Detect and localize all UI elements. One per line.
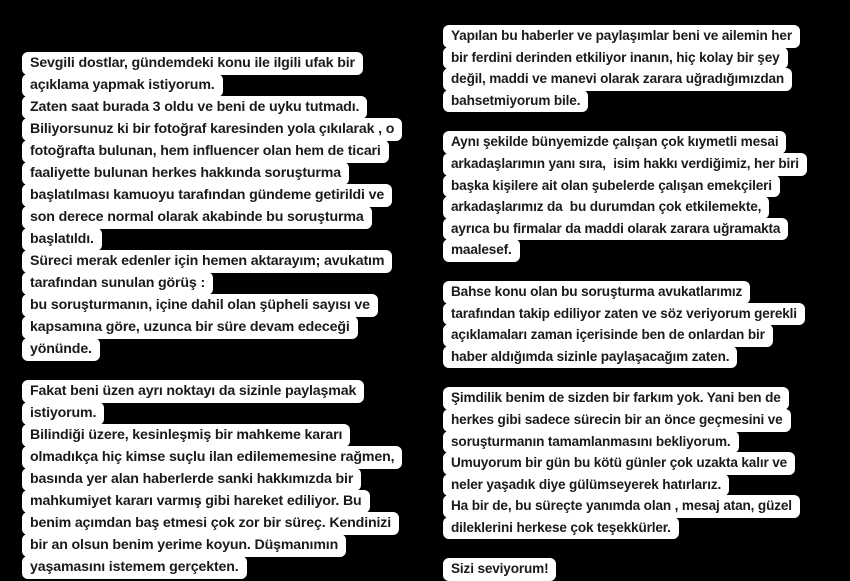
text-line: tarafından takip ediliyor zaten ve söz veriyorum gerekli xyxy=(443,303,805,326)
text-line: Umuyorum bir gün bu kötü günler çok uzakta kalır ve xyxy=(443,452,795,475)
text-block xyxy=(22,380,425,579)
text-line: Bilindiği üzere, kesinleşmiş bir mahkeme kararı xyxy=(22,424,350,447)
text-line: başlatıldı. xyxy=(22,228,102,251)
text-line: olmadıkça hiç kimse suçlu ilan edilememesine rağmen, xyxy=(22,446,402,469)
text-line: haber aldığımda sizinle paylaşacağım zaten. xyxy=(443,346,737,369)
text-line: bir ferdini derinden etkiliyor inanın, hiç kolay bir şey xyxy=(443,47,788,70)
text-block xyxy=(443,558,850,581)
text-line: faaliyette bulunan herkes hakkında soruşturma xyxy=(22,162,349,185)
text-line: ayrıca bu firmalar da maddi olarak zarara uğramakta xyxy=(443,218,788,241)
text-line: yaşamasını istemem gerçekten. xyxy=(22,556,247,579)
text-line: tarafından sunulan görüş : xyxy=(22,272,213,295)
text-line: basında yer alan haberlerde sanki hakkımızda bir xyxy=(22,468,361,491)
text-line: Şimdilik benim de sizden bir farkım yok. Yani ben de xyxy=(443,387,789,410)
text-line: fotoğrafta bulunan, hem influencer olan hem de ticari xyxy=(22,140,389,163)
text-line: Bahse konu olan bu soruşturma avukatlarımız xyxy=(443,281,750,304)
text-line: bu soruşturmanın, içine dahil olan şüpheli sayısı ve xyxy=(22,294,378,317)
text-line: Biliyorsunuz ki bir fotoğraf karesinden yola çıkılarak , o xyxy=(22,118,402,141)
text-line: açıklamaları zaman içerisinde ben de onlardan bir xyxy=(443,324,773,347)
text-block xyxy=(443,387,850,539)
text-line: istiyorum. xyxy=(22,402,104,425)
text-line: arkadaşlarımın yanı sıra, isim hakkı verdiğimiz, her biri xyxy=(443,153,807,176)
text-line: yönünde. xyxy=(22,338,100,361)
right-text-column xyxy=(425,0,850,577)
text-line: Sevgili dostlar, gündemdeki konu ile ilgili ufak bir xyxy=(22,52,363,75)
text-block xyxy=(443,131,850,262)
text-line: açıklama yapmak istiyorum. xyxy=(22,74,223,97)
text-block xyxy=(443,25,850,112)
text-line: herkes gibi sadece sürecin bir an önce geçmesini ve xyxy=(443,409,791,432)
text-line: son derece normal olarak akabinde bu soruşturma xyxy=(22,206,372,229)
text-line: bahsetmiyorum bile. xyxy=(443,90,588,113)
text-line: mahkumiyet kararı varmış gibi hareket ediliyor. Bu xyxy=(22,490,370,513)
text-block xyxy=(443,281,850,368)
text-line: Aynı şekilde bünyemizde çalışan çok kıymetli mesai xyxy=(443,131,786,154)
text-line: bir an olsun benim yerime koyun. Düşmanımın xyxy=(22,534,346,557)
text-line: değil, maddi ve manevi olarak zarara uğradığımızdan xyxy=(443,68,792,91)
text-line: Zaten saat burada 3 oldu ve beni de uyku tutmadı. xyxy=(22,96,367,119)
text-line: maalesef. xyxy=(443,239,520,262)
text-line: Süreci merak edenler için hemen aktarayım; avukatım xyxy=(22,250,392,273)
text-line: neler yaşadık diye gülümseyerek hatırlarız. xyxy=(443,474,729,497)
text-line: Sizi seviyorum! xyxy=(443,558,556,581)
text-line: Yapılan bu haberler ve paylaşımlar beni ve ailemin her xyxy=(443,25,800,48)
text-line: benim açımdan baş etmesi çok zor bir süreç. Kendinizi xyxy=(22,512,399,535)
text-line: başka kişilere ait olan şubelerde çalışan emekçileri xyxy=(443,175,780,198)
text-line: Fakat beni üzen ayrı noktayı da sizinle paylaşmak xyxy=(22,380,364,403)
text-line: kapsamına göre, uzunca bir süre devam edeceği xyxy=(22,316,358,339)
text-block xyxy=(22,52,425,361)
text-line: arkadaşlarımız da bu durumdan çok etkilemekte, xyxy=(443,196,769,219)
text-line: başlatılması kamuoyu tarafından gündeme getirildi ve xyxy=(22,184,392,207)
text-line: dileklerini herkese çok teşekkürler. xyxy=(443,517,679,540)
left-text-column xyxy=(0,0,425,575)
text-line: soruşturmanın tamamlanmasını bekliyorum. xyxy=(443,431,739,454)
text-line: Ha bir de, bu süreçte yanımda olan , mesaj atan, güzel xyxy=(443,495,800,518)
